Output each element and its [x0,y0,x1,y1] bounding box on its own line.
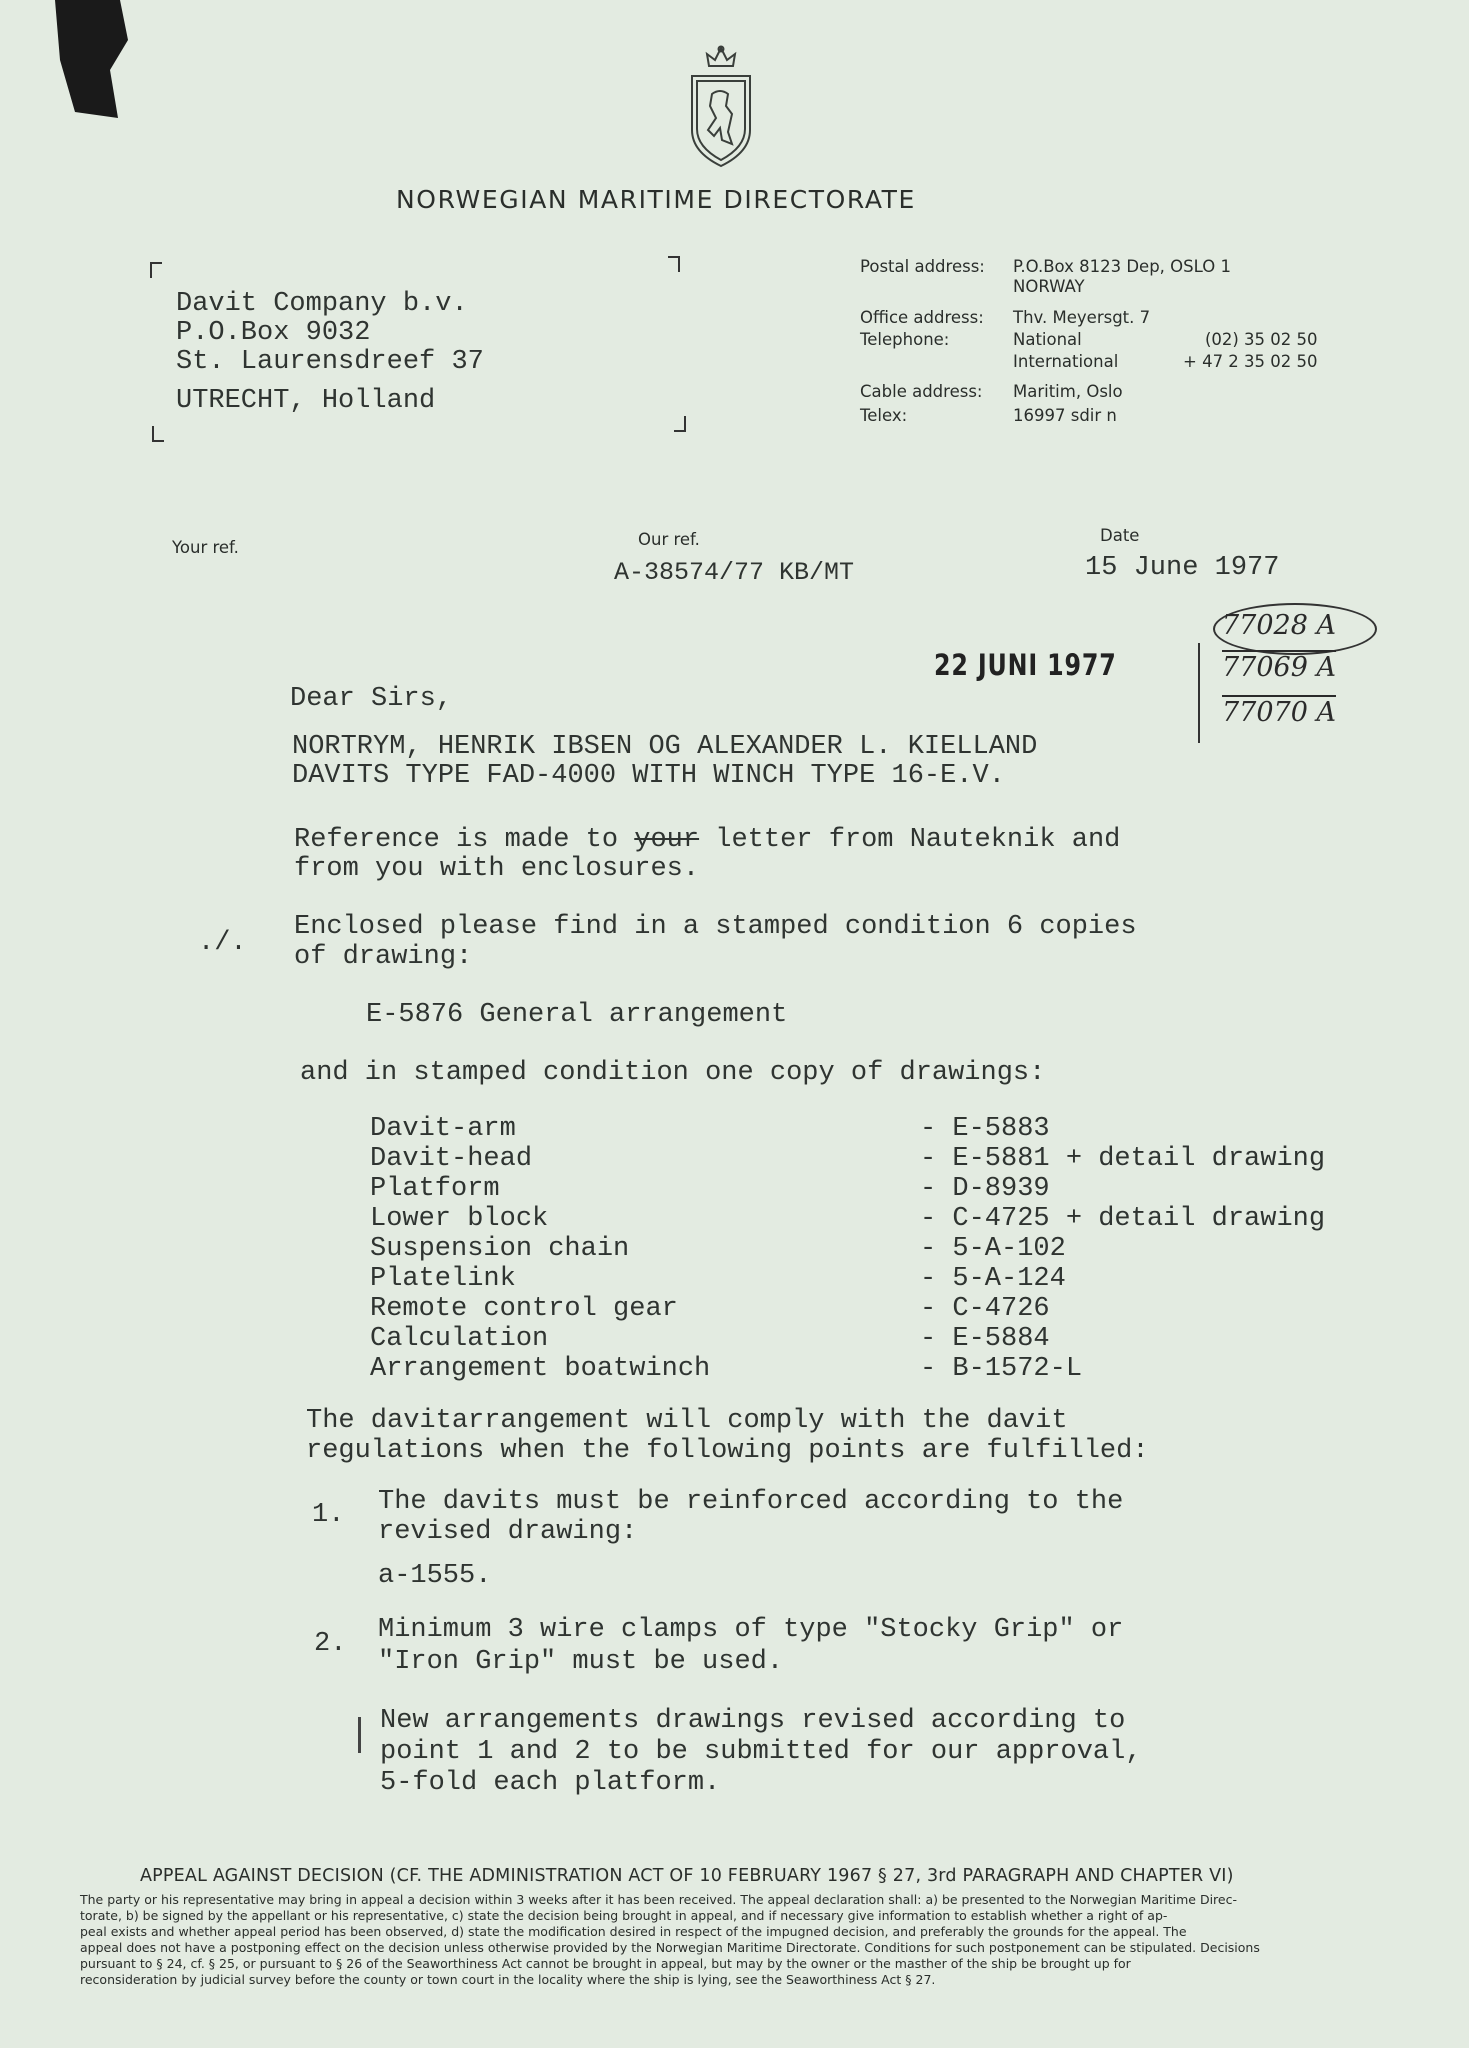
telephone-national-value: (02) 35 02 50 [1204,330,1318,349]
recipient-company: Davit Company b.v. [176,289,468,319]
drawing-name: Platelink [370,1264,516,1294]
compliance-paragraph [306,1406,1149,1466]
postal-country: NORWAY [1013,277,1085,296]
received-date-stamp: 22 JUNI 1977 [934,648,1117,682]
drawing-name: Platform [370,1174,500,1204]
drawing-name: Calculation [370,1324,549,1354]
main-drawing: E-5876 General arrangement [366,1000,788,1030]
reference-paragraph [294,826,1120,884]
drawing-code: - 5-A-124 [920,1264,1066,1294]
our-ref-label: Our ref. [638,530,700,549]
point-1-line-1: The davits must be reinforced according to the [378,1487,1124,1517]
compliance-line-1: The davitarrangement will comply with the davit [306,1406,1068,1436]
office-label: Office address: [860,308,984,327]
office-value: Thv. Meyersgt. 7 [1013,308,1151,327]
recipient-box: P.O.Box 9032 [176,318,371,348]
subject [292,733,1037,791]
drawing-code: - E-5884 [920,1324,1050,1354]
compliance-line-2: regulations when the following points are fulfilled: [306,1436,1149,1466]
drawing-name: Suspension chain [370,1234,630,1264]
window-corner-mark [152,426,164,442]
drawing-code: - E-5881 + detail drawing [920,1144,1326,1174]
cable-value: Maritim, Oslo [1013,382,1123,401]
point-1-drawing: a-1555. [378,1561,492,1591]
drawing-name: Lower block [370,1204,549,1234]
telephone-label: Telephone: [860,330,950,349]
date-label: Date [1100,526,1140,545]
drawing-code: - C-4725 + detail drawing [920,1204,1326,1234]
recipient-city: UTRECHT, Holland [176,386,436,416]
drawing-table [370,1114,1325,1384]
salutation: Dear Sirs, [290,684,453,714]
postal-label: Postal address: [860,257,985,276]
struck-word: your [634,825,700,855]
handwritten-ref-1: 77028 A [1222,610,1336,641]
appeal-line: appeal does not have a postponing effect on the decision unless otherwise provided by the Norwegian Maritime Directorate. Conditions for such postponement can be stipulated. Decisions [80,1940,1260,1955]
recipient-address [176,290,484,416]
drawing-code: - 5-A-102 [920,1234,1066,1264]
reference-text-start: Reference is made to [294,825,635,855]
drawing-name: Remote control gear [370,1294,678,1324]
point-1-line-2: revised drawing: [378,1517,638,1547]
date-value: 15 June 1977 [1085,553,1280,583]
drawing-code: - C-4726 [920,1294,1050,1324]
reference-text-end: letter from Nauteknik and [699,825,1121,855]
handwritten-ref-2: 77069 A [1222,652,1336,683]
reference-line-2: from you with enclosures. [294,854,700,884]
appeal-line: pursuant to § 24, cf. § 25, or pursuant to § 26 of the Seaworthiness Act cannot be brought in appeal, but may by the owner or the masther of the ship be brought up for [80,1956,1131,1971]
subject-line-2: DAVITS TYPE FAD-4000 WITH WINCH TYPE 16-E.V. [292,761,1005,791]
window-corner-mark [150,262,162,278]
telex-value: 16997 sdir n [1013,406,1117,425]
telephone-international-label: International [1013,352,1119,371]
drawing-name: Davit-arm [370,1114,516,1144]
organization-name: NORWEGIAN MARITIME DIRECTORATE [396,185,916,214]
torn-corner [0,0,140,130]
enclosure-mark: ./. [198,928,247,958]
drawing-code: - D-8939 [920,1174,1050,1204]
telephone-national-label: National [1013,330,1082,349]
postal-value: P.O.Box 8123 Dep, OSLO 1 [1013,257,1231,276]
appeal-line: The party or his representative may bring in appeal a decision within 3 weeks after it has been received. The appeal declaration shall: a) be presented to the Norwegian Maritime Direc- [80,1892,1237,1907]
drawing-name: Davit-head [370,1144,533,1174]
enclosure-line-1: Enclosed please find in a stamped condition 6 copies [294,912,1137,942]
handwritten-bracket [1198,643,1200,743]
our-ref-value: A-38574/77 KB/MT [614,558,855,587]
window-corner-mark [674,416,686,432]
point-2-number: 2. [314,1629,347,1659]
drawing-list [370,1114,1325,1384]
coat-of-arms-emblem [686,44,756,170]
appeal-line: peal exists and whether appeal period has been observed, d) state the modification desired in respect of the impugned decision, and preferably the grounds for the appeal. The [80,1924,1187,1939]
point-1-number: 1. [312,1500,345,1530]
enclosure-line-2: of drawing: [294,942,473,972]
drawing-code: - B-1572-L [920,1354,1083,1384]
telephone-international-value: + 47 2 35 02 50 [1183,352,1318,371]
new-arrangements-line-2: point 1 and 2 to be submitted for our approval, [380,1737,1142,1767]
your-ref-label: Your ref. [172,538,239,557]
contact-block [860,257,1318,425]
new-arrangements-line-3: 5-fold each platform. [380,1768,721,1798]
appeal-heading: APPEAL AGAINST DECISION (CF. THE ADMINISTRATION ACT OF 10 FEBRUARY 1967 § 27, 3rd PARAGRAPH AND CHAPTER VI) [140,1866,1234,1886]
subject-line-1: NORTRYM, HENRIK IBSEN OG ALEXANDER L. KIELLAND [292,732,1038,762]
cable-label: Cable address: [860,382,983,401]
handwritten-ref-3: 77070 A [1222,697,1336,728]
enclosure-paragraph [294,912,1137,972]
appeal-text [80,1892,1440,1988]
appeal-line: reconsideration by judicial survey before the county or town court in the locality where the ship is lying, see the Seaworthiness Act § 27. [80,1972,936,1987]
point-2-line-2: "Iron Grip" must be used. [378,1647,784,1677]
point-2-line-1: Minimum 3 wire clamps of type "Stocky Grip" or [378,1615,1124,1645]
recipient-street: St. Laurensdreef 37 [176,347,484,377]
new-arrangements-line-1: New arrangements drawings revised according to [380,1706,1126,1736]
drawing-name: Arrangement boatwinch [370,1354,711,1384]
window-corner-mark [668,256,680,272]
contact-table [860,257,1318,425]
new-arrangements-paragraph [380,1706,1142,1799]
margin-mark [358,1717,361,1753]
point-1 [378,1487,1123,1591]
appeal-line: torate, b) be signed by the appellant or his representative, c) state the decision being brought in appeal, and if necessary give information to establish whether a right of ap- [80,1908,1168,1923]
telex-label: Telex: [860,406,908,425]
point-2 [378,1614,1123,1678]
and-line: and in stamped condition one copy of drawings: [300,1058,1046,1088]
drawing-code: - E-5883 [920,1114,1050,1144]
